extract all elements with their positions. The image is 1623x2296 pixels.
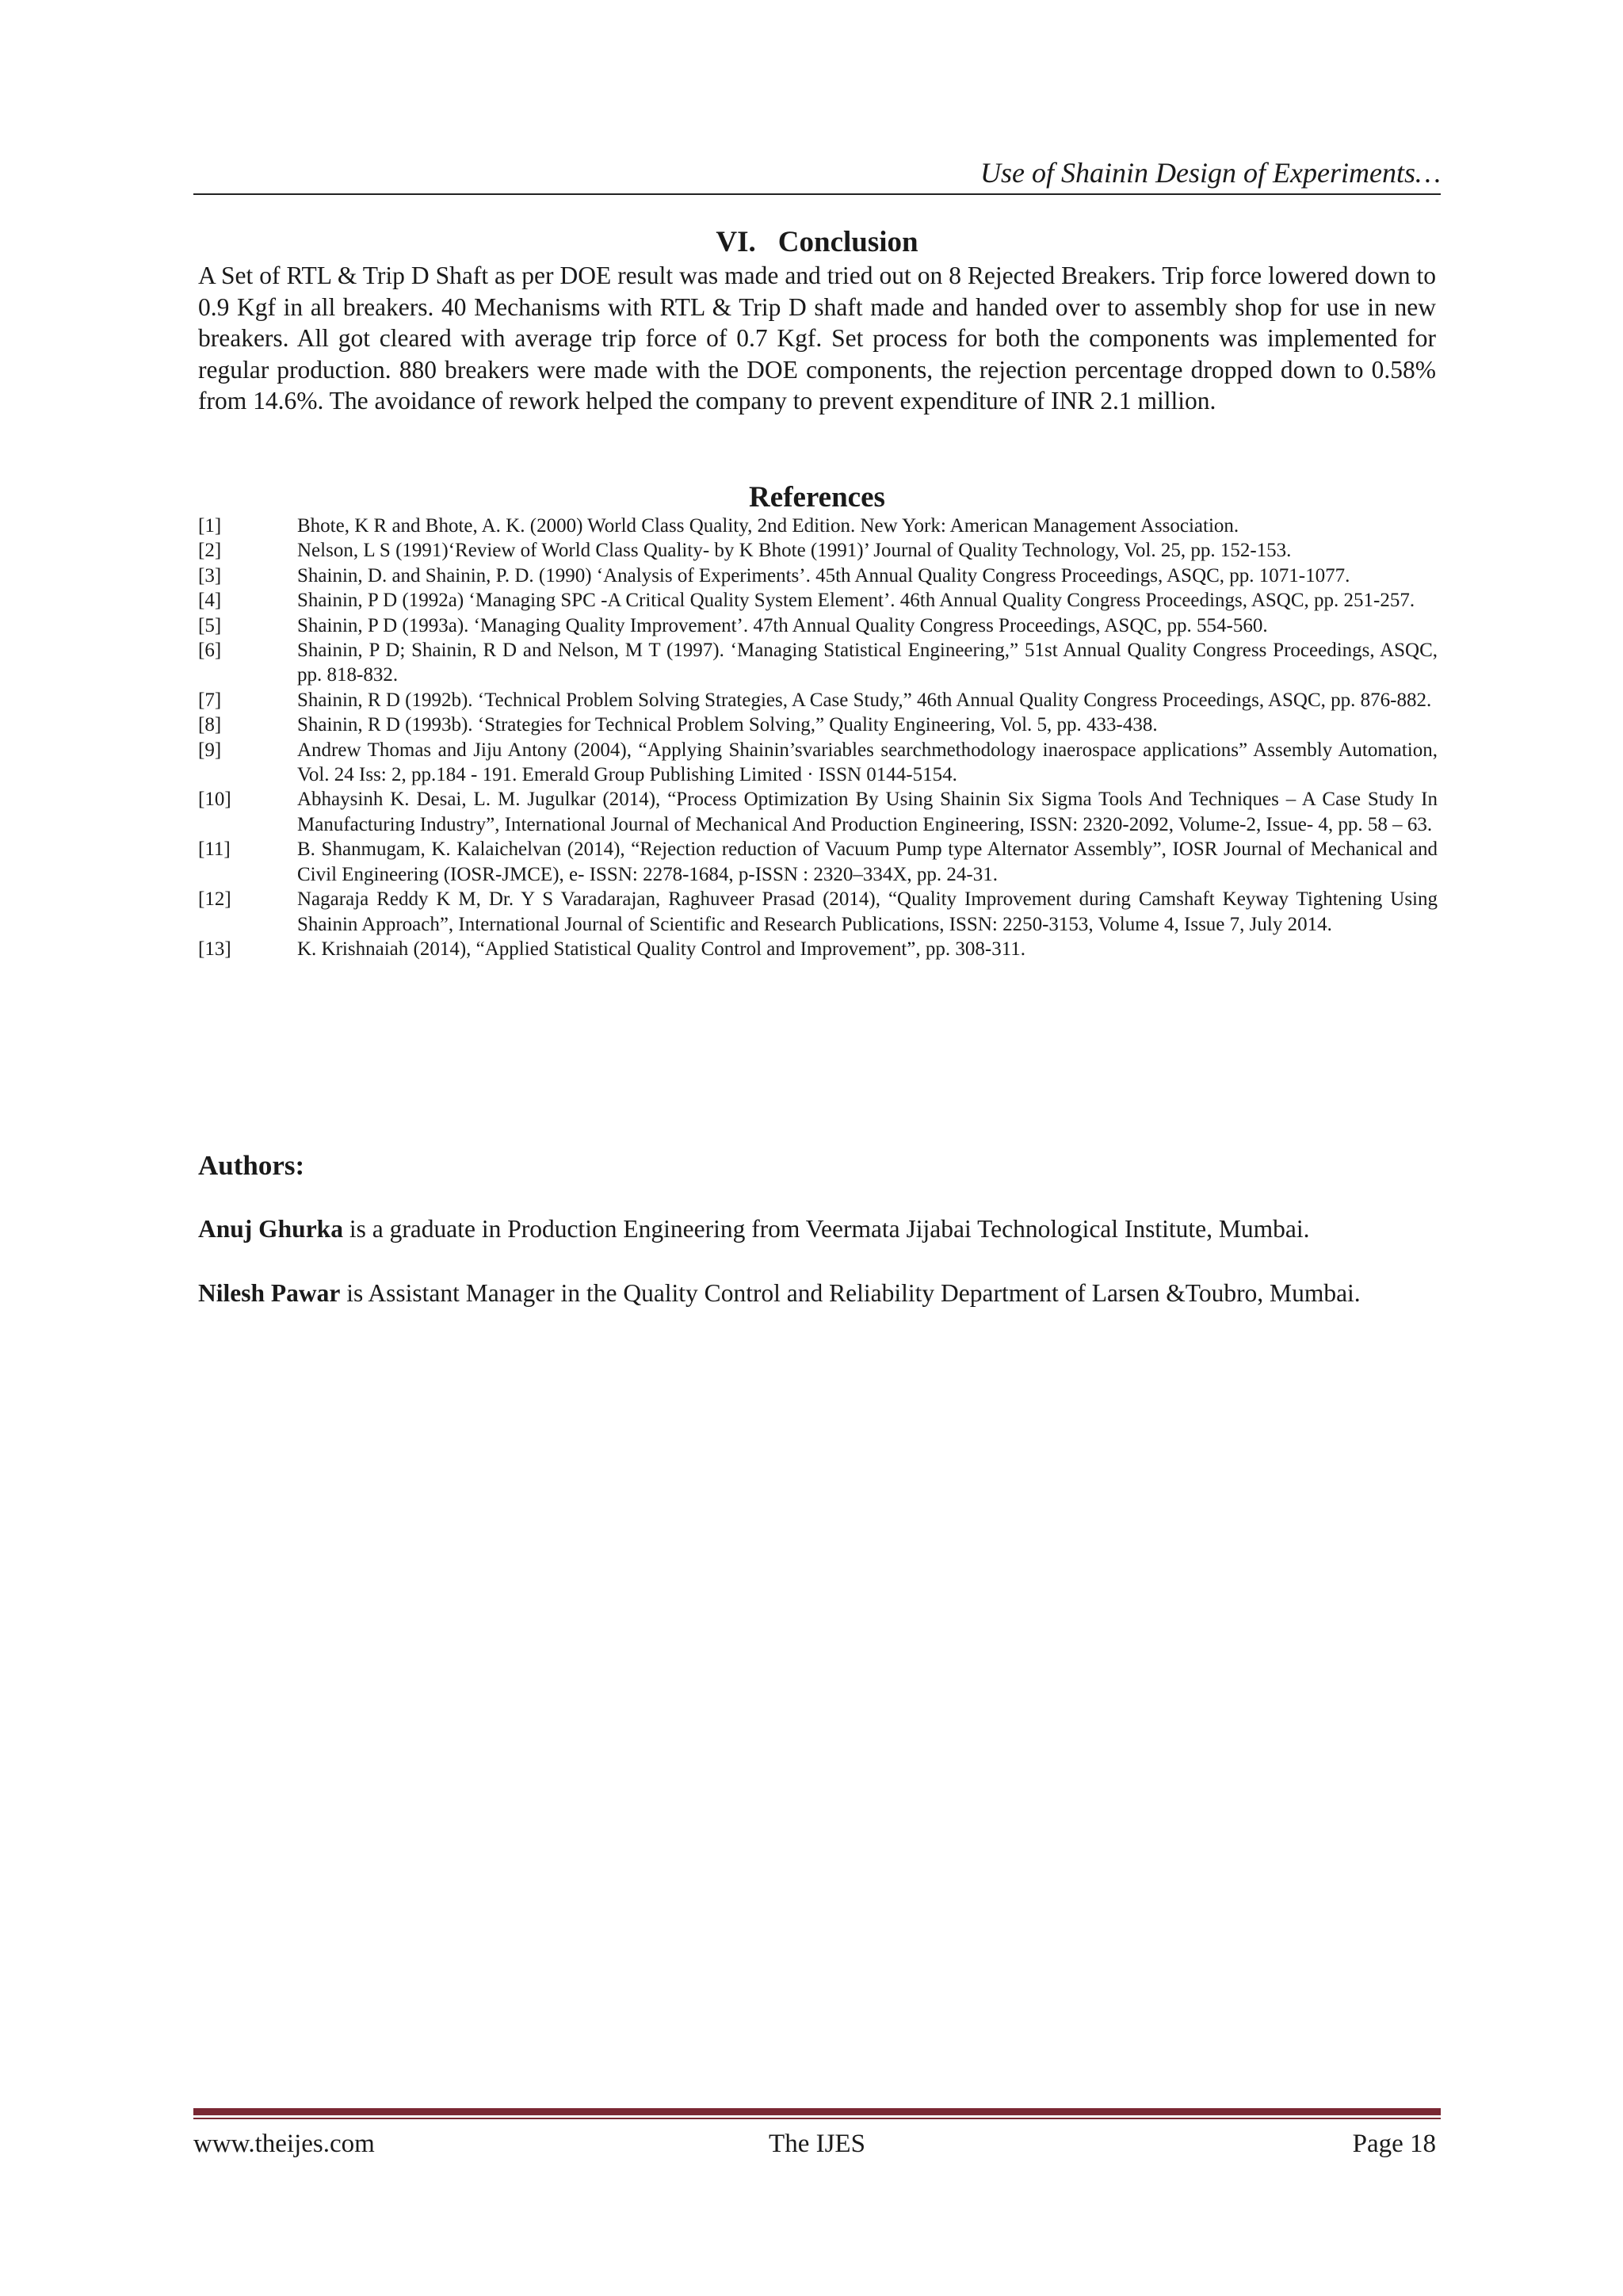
reference-number: [10]: [198, 789, 231, 811]
reference-item: [198, 688, 1438, 712]
reference-item: [198, 638, 1438, 688]
reference-item: [198, 712, 1438, 737]
reference-text: Nelson, L S (1991)‘Review of World Class Quality- by K Bhote (1991)’ Journal of Quality Technology, Vol. 25, pp. 152-153.: [297, 540, 1292, 562]
reference-number: [5]: [198, 614, 222, 636]
reference-number: [12]: [198, 888, 231, 911]
header-rule: [193, 193, 1441, 195]
reference-list: [198, 514, 1438, 961]
reference-number: [3]: [198, 564, 222, 586]
reference-text: Shainin, P D (1993a). ‘Managing Quality Improvement’. 47th Annual Quality Congress Proceedings, ASQC, pp. 554-560.: [297, 614, 1268, 636]
reference-item: [198, 887, 1438, 937]
reference-number: [4]: [198, 590, 222, 612]
reference-number: [1]: [198, 515, 222, 537]
author-name: Nilesh Pawar: [198, 1279, 341, 1307]
reference-text: Andrew Thomas and Jiju Antony (2004), “Applying Shainin’svariables searchmethodology inaerospace applications” Assembly Automation, Vol. 24 Iss: 2, pp.184 - 191. Emerald Group Publishing Limited · ISSN 0144-5154.: [297, 739, 1438, 786]
page-footer: [193, 2124, 1441, 2164]
footer-website: www.theijes.com: [193, 2130, 375, 2158]
footer-page-number: Page 18: [1352, 2130, 1436, 2158]
reference-number: [8]: [198, 714, 222, 736]
conclusion-paragraph: A Set of RTL & Trip D Shaft as per DOE result was made and tried out on 8 Rejected Breakers. Trip force lowered down to 0.9 Kgf in all breakers. 40 Mechanisms with RTL & Trip D shaft made and handed over to assembly shop for use in new breakers. All got cleared with average trip force of 0.7 Kgf. Set process for both the components was implemented for regular production. 880 breakers were made with the DOE components, the rejection percentage dropped down to 0.58% from 14.6%. The avoidance of rework helped the company to prevent expenditure of INR 2.1 million.: [198, 262, 1436, 415]
reference-number: [6]: [198, 640, 222, 662]
footer-journal: The IJES: [769, 2130, 865, 2158]
reference-item: [198, 837, 1438, 887]
reference-item: [198, 787, 1438, 837]
reference-text: B. Shanmugam, K. Kalaichelvan (2014), “Rejection reduction of Vacuum Pump type Alternator Assembly”, IOSR Journal of Mechanical and Civil Engineering (IOSR-JMCE), e- ISSN: 2278-1684, p-ISSN : 2320–334X, pp. 24-31.: [297, 839, 1438, 885]
reference-number: [2]: [198, 540, 222, 562]
authors-heading: Authors:: [198, 1150, 305, 1181]
reference-item: [198, 738, 1438, 788]
reference-text: Abhaysinh K. Desai, L. M. Jugulkar (2014), “Process Optimization By Using Shainin Six Sigma Tools And Techniques – A Case Study In Manufacturing Industry”, International Journal of Mechanical And Production Engineering, ISSN: 2320-2092, Volume-2, Issue- 4, pp. 58 – 63.: [297, 789, 1438, 835]
footer-rule-thin: [193, 2118, 1441, 2119]
author-bio: [198, 1213, 1436, 1245]
reference-number: [7]: [198, 689, 222, 711]
section-heading: [193, 223, 1441, 262]
reference-text: Shainin, R D (1992b). ‘Technical Problem Solving Strategies, A Case Study,” 46th Annual Quality Congress Proceedings, ASQC, pp. 876-882.: [297, 689, 1432, 711]
author-bio: [198, 1278, 1436, 1309]
reference-text: Shainin, D. and Shainin, P. D. (1990) ‘Analysis of Experiments’. 45th Annual Quality Congress Proceedings, ASQC, pp. 1071-1077.: [297, 564, 1350, 586]
reference-item: [198, 937, 1438, 961]
reference-text: Shainin, R D (1993b). ‘Strategies for Technical Problem Solving,” Quality Engineering, Vol. 5, pp. 433-438.: [297, 714, 1158, 736]
reference-text: Shainin, P D (1992a) ‘Managing SPC -A Critical Quality System Element’. 46th Annual Quality Congress Proceedings, ASQC, pp. 251-257.: [297, 590, 1415, 612]
section-title: Conclusion: [777, 226, 918, 258]
reference-item: [198, 514, 1438, 538]
reference-item: [198, 588, 1438, 613]
reference-text: K. Krishnaiah (2014), “Applied Statistical Quality Control and Improvement”, pp. 308-311.: [297, 938, 1026, 960]
reference-text: Bhote, K R and Bhote, A. K. (2000) World Class Quality, 2nd Edition. New York: American Management Association.: [297, 515, 1239, 537]
reference-number: [11]: [198, 839, 231, 861]
references-heading: References: [749, 481, 885, 514]
footer-rule: [193, 2108, 1441, 2115]
reference-text: Shainin, P D; Shainin, R D and Nelson, M T (1997). ‘Managing Statistical Engineering,” 51st Annual Quality Congress Proceedings, ASQC, pp. 818-832.: [297, 640, 1438, 686]
reference-item: [198, 613, 1438, 638]
reference-number: [13]: [198, 938, 231, 960]
reference-item: [198, 563, 1438, 588]
author-description: is Assistant Manager in the Quality Control and Reliability Department of Larsen &Toubro, Mumbai.: [340, 1279, 1361, 1307]
reference-text: Nagaraja Reddy K M, Dr. Y S Varadarajan, Raghuveer Prasad (2014), “Quality Improvement during Camshaft Keyway Tightening Using Shainin Approach”, International Journal of Scientific and Research Publications, ISSN: 2250-3153, Volume 4, Issue 7, July 2014.: [297, 888, 1438, 935]
reference-number: [9]: [198, 739, 222, 761]
running-header: Use of Shainin Design of Experiments…: [980, 157, 1441, 189]
author-description: is a graduate in Production Engineering from Veermata Jijabai Technological Institute, Mumbai.: [342, 1215, 1310, 1243]
section-number: VI.: [716, 226, 756, 258]
reference-item: [198, 538, 1438, 563]
author-name: Anuj Ghurka: [198, 1215, 343, 1243]
